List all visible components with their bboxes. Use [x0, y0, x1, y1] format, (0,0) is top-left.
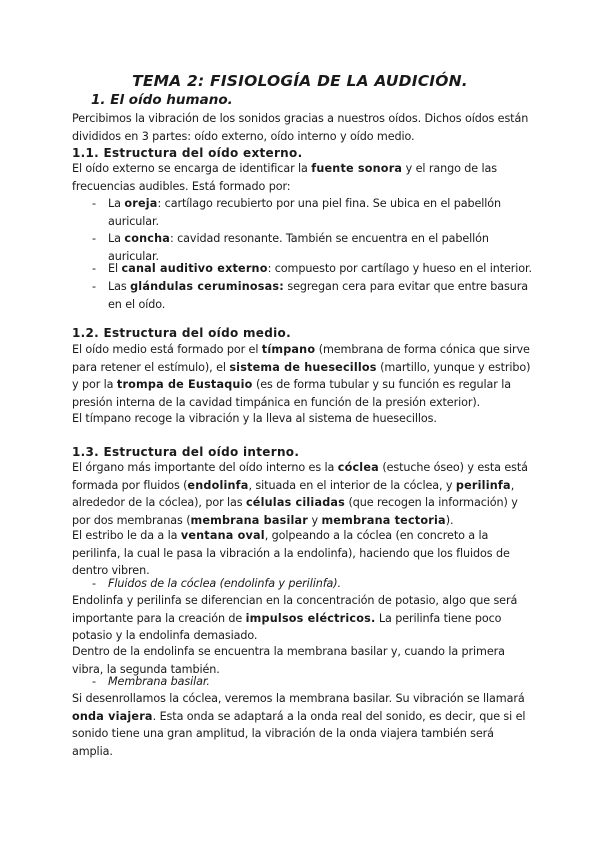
section-1-3-paragraph: El órgano más importante del oído interno es la cóclea (estuche óseo) y esta está formada por fluidos (endolinfa, situada en el interior de la cóclea, y perilinfa, alrededor de la cóclea), por las células ciliadas (que recogen la información) y por dos membranas (membrana basilar y membrana tectoria).	[72, 461, 528, 527]
endolinfa-paragraph: Dentro de la endolinfa se encuentra la membrana basilar y, cuando la primera vibra, la segunda también.	[72, 645, 505, 676]
document-title: TEMA 2: FISIOLOGÍA DE LA AUDICIÓN.	[132, 72, 468, 90]
list-item-oreja: - La oreja: cartílago recubierto por una piel fina. Se ubica en el pabellón auricular.	[92, 197, 502, 228]
list-item-glandulas: - Las glándulas ceruminosas: segregan cera para evitar que entre basura en el oído.	[92, 280, 528, 311]
section-1-intro: Percibimos la vibración de los sonidos gracias a nuestros oídos. Dichos oídos están divididos en 3 partes: oído externo, oído interno y oído medio.	[72, 112, 529, 143]
membrana-basilar-paragraph: Si desenrollamos la cóclea, veremos la membrana basilar. Su vibración se llamará onda viajera. Esta onda se adaptará a la onda real del sonido, es decir, que si el sonido tiene una gran amplitud, la vibración de la onda viajera también será amplia.	[72, 692, 526, 758]
fluidos-paragraph: Endolinfa y perilinfa se diferencian en la concentración de potasio, algo que será importante para la creación de impulsos eléctricos. La perilinfa tiene poco potasio y la endolinfa demasiado.	[72, 594, 518, 642]
subheading-membrana-basilar: - Membrana basilar.	[92, 675, 210, 688]
section-1-1-heading: 1.1. Estructura del oído externo.	[72, 146, 303, 160]
list-item-canal-auditivo: - El canal auditivo externo: compuesto por cartílago y hueso en el interior.	[92, 262, 532, 275]
section-1-3-paragraph-2: El estribo le da a la ventana oval, golpeando a la cóclea (en concreto a la perilinfa, la cual le pasa la vibración a la endolinfa), haciendo que los fluidos de dentro vibren.	[72, 529, 510, 577]
section-1-1-paragraph: El oído externo se encarga de identificar la fuente sonora y el rango de las frecuencias audibles. Está formado por:	[72, 162, 498, 193]
section-1-2-heading: 1.2. Estructura del oído medio.	[72, 326, 291, 340]
section-1-2-paragraph-2: El tímpano recoge la vibración y la lleva al sistema de huesecillos.	[72, 412, 437, 425]
subheading-fluidos: - Fluidos de la cóclea (endolinfa y perilinfa).	[92, 577, 342, 590]
section-1-heading: 1. El oído humano.	[91, 92, 233, 108]
list-item-concha: - La concha: cavidad resonante. También se encuentra en el pabellón auricular.	[92, 232, 489, 263]
section-1-3-heading: 1.3. Estructura del oído interno.	[72, 445, 300, 459]
section-1-2-paragraph: El oído medio está formado por el tímpano (membrana de forma cónica que sirve para retener el estímulo), el sistema de huesecillos (martillo, yunque y estribo) y por la trompa de Eustaquio (es de forma tubular y su función es regular la presión interna de la cavidad timpánica en función de la presión exterior).	[72, 343, 531, 409]
